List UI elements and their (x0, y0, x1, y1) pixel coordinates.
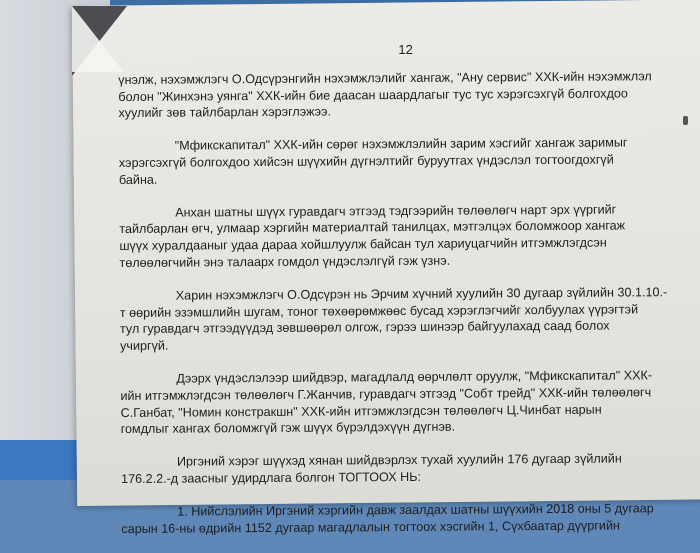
page-number: 12 (398, 41, 413, 58)
text-line: 1. Нийслэлийн Иргэний хэргийн давж заалдах шатны шүүхийн 2018 оны 5 дугаар (177, 501, 654, 519)
paragraph-6 (121, 450, 696, 488)
text-line: учиргүй. (120, 338, 169, 354)
text-line: гомдлыг хангах боломжгүй гэж шүүх бүрэлдэхүүн дүгнэв. (120, 420, 456, 437)
text-line: хэрэгсэхгүй болгохдоо хийсэн шүүхийн дүгнэлтийг буруутгах үндэслэл тогтоогдохгүй (118, 152, 614, 170)
document-body (118, 40, 697, 553)
text-line: Харин нэхэмжлэгч О.Одсүрэн нь Эрчим хүчний хуулийн 30 дугаар зүйлийн 30.1.10.- (175, 284, 668, 303)
text-line: Дээрх үндэслэлээр шийдвэр, магадлалд өөрчлөлт оруулж, "Мфикскапитал" ХХК- (176, 368, 653, 386)
text-line: тул гуравдагч этгээдүүдэд зөвшөөрөл олгож, гэрээ шинээр байгуулахад саад болох (119, 318, 610, 337)
text-line: үнэлж, нэхэмжлэгч О.Одсүрэнгийн нэхэмжлэлийг хангаж, "Ану сервис" ХХК-ийн нэхэмжлэл (118, 69, 652, 87)
text-line: т өөрийн эзэмшлийн шугам, тоног төхөөрөмжөөс бусад хэрэглэгчийг холбуулах үүрэгтэй (119, 301, 639, 320)
folded-corner (72, 6, 124, 72)
text-line: С.Ганбат, "Номин констракшн" ХХК-ийн итгэмжлэгдсэн төлөөлөгч Ц.Чинбат нарын (120, 402, 602, 420)
paragraph-1 (118, 68, 693, 122)
paragraph-5 (120, 367, 695, 438)
paragraph-3 (119, 201, 694, 272)
text-line: хуулийг зөв тайлбарлан хэрэглэжээ. (118, 104, 331, 121)
text-line: 176.2.2.-д заасныг удирдлага болгон ТОГТООХ НЬ: (120, 469, 422, 486)
text-line: байна. (118, 172, 158, 187)
text-line: Иргэний хэрэг шүүхэд хянан шийдвэрлэх тухай хуулийн 176 дугаар зүйлийн (176, 451, 622, 469)
text-line: "Мфикскапитал" ХХК-ийн сөрөг нэхэмжлэлийн зарим хэсгийг хангаж заримыг (174, 135, 628, 153)
text-line: Анхан шатны шүүх гуравдагч этгээд тэдгээрийн төлөөлөгч нарт эрх үүргийг (175, 202, 617, 220)
paragraph-4 (120, 284, 695, 355)
text-line: ийн итгэмжлэгдсэн төлөөлөгч Г.Жанчив, гуравдагч этгээд "Собт трейд" ХХК-ийн төлөөлөгч (120, 385, 652, 403)
text-line: төлөөлөгчийн энэ талаарх гомдол үндэслэлгүй гэж үзнэ. (119, 253, 451, 270)
text-line: шүүх хуралдааныг удаа дараа хойшлуулж байсан тул хариуцагчийн итгэмжлэгдсэн (119, 235, 607, 254)
text-line: сарын 16-ны өдрийн 1152 дугаар магадлалын тогтоох хэсгийн 1, Сүхбаатар дүүргийн (121, 518, 620, 536)
text-line: тайлбарлан өгч, улмаар хэргийн материалтай танилцах, мэтгэлцэх боломжоор хангаж (119, 218, 626, 237)
text-line: болон "Жинхэнэ уянга" ХХК-ийн бие даасан шаардлагыг тус тус хэрэгсэхгүй болгохдоо (118, 86, 628, 104)
paragraph-2 (119, 134, 694, 188)
desk-background-bottom (0, 440, 80, 480)
paragraph-7 (121, 500, 696, 538)
